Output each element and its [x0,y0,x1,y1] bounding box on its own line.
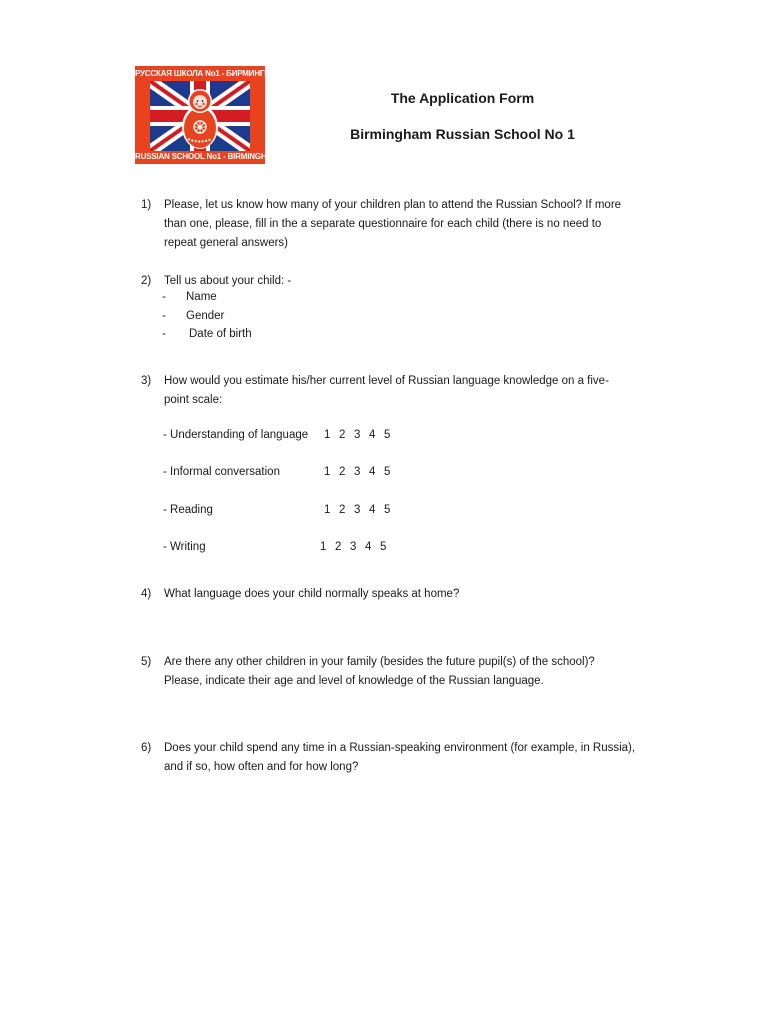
question-5 [141,653,641,691]
question-2 [141,272,641,291]
question-text-line: How would you estimate his/her current level of Russian language knowledge on a five- [164,375,609,387]
rating-option[interactable]: 4 [369,429,376,441]
question-text-line: Tell us about your child: - [164,275,292,287]
rating-option[interactable]: 4 [365,541,372,553]
rating-option[interactable]: 2 [339,429,346,441]
question-text-line: Does your child spend any time in a Russian-speaking environment (for example, in Russia), [164,742,636,754]
form-title: The Application Form [390,90,535,106]
rating-option[interactable]: 2 [339,466,346,478]
rating-scale-writing[interactable] [320,541,395,553]
rating-option[interactable]: 3 [354,504,361,516]
question-text-line: point scale: [164,394,223,406]
rating-scale-understanding[interactable] [324,429,399,441]
school-name: Birmingham Russian School No 1 [350,126,575,142]
question-text-line: What language does your child normally speaks at home? [164,588,460,600]
child-field-gender: Gender [186,310,225,322]
child-field-name: Name [186,291,217,303]
rating-option[interactable]: 4 [369,466,376,478]
question-3 [141,372,641,410]
rating-option[interactable]: 5 [384,429,391,441]
school-logo [135,66,279,164]
scale-label-understanding: - Understanding of language [163,429,309,441]
rating-option[interactable]: 1 [320,541,327,553]
question-text-line: and if so, how often and for how long? [164,761,359,773]
rating-option[interactable]: 1 [324,429,331,441]
rating-option[interactable]: 3 [354,466,361,478]
rating-option[interactable]: 5 [384,504,391,516]
rating-option[interactable]: 2 [335,541,342,553]
rating-option[interactable]: 5 [380,541,387,553]
rating-option[interactable]: 3 [354,429,361,441]
scale-label-reading: - Reading [163,504,213,516]
rating-option[interactable]: 4 [369,504,376,516]
question-text-line: than one, please, fill in the a separate questionnaire for each child (there is no need to [164,218,602,230]
question-number: 5) [141,656,152,668]
rating-scale-conversation[interactable] [324,466,399,478]
question-text-line: Please, indicate their age and level of knowledge of the Russian language. [164,675,544,687]
question-text-line: Please, let us know how many of your children plan to attend the Russian School? If more [164,199,622,211]
rating-option[interactable]: 5 [384,466,391,478]
rating-option[interactable]: 3 [350,541,357,553]
question-1 [141,196,641,253]
rating-option[interactable]: 1 [324,504,331,516]
logo-top-text: РУССКАЯ ШКОЛА No1 - БИРМИНГЕМ [135,69,276,78]
scale-label-writing: - Writing [163,541,206,553]
question-number: 3) [141,375,152,387]
question-text-line: repeat general answers) [164,237,289,249]
question-number: 1) [141,199,152,211]
bullet-dash: - [162,310,166,322]
rating-option[interactable]: 2 [339,504,346,516]
question-text-line: Are there any other children in your family (besides the future pupil(s) of the school)? [164,656,595,668]
rating-scale-reading[interactable] [324,504,399,516]
rating-option[interactable]: 1 [324,466,331,478]
bullet-dash: - [162,291,166,303]
question-6 [141,739,641,777]
logo-bottom-text: RUSSIAN SCHOOL No1 - BIRMINGHAM [135,152,279,161]
question-4 [141,585,641,604]
bullet-dash: - [162,328,166,340]
union-jack-matryoshka-icon [150,81,250,151]
question-number: 6) [141,742,152,754]
scale-label-conversation: - Informal conversation [163,466,280,478]
question-number: 4) [141,588,152,600]
question-number: 2) [141,275,152,287]
child-field-date-of-birth: Date of birth [189,328,252,340]
